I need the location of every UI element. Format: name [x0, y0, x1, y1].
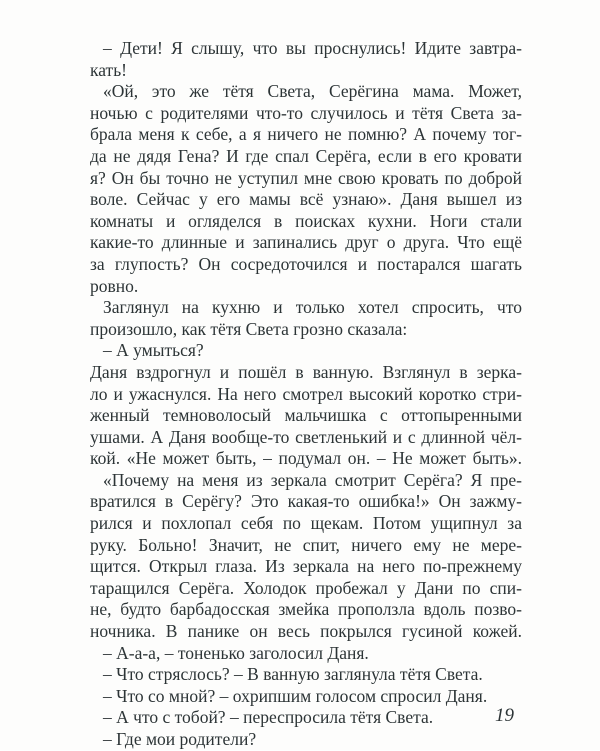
text-line: – Что со мной? – охрипшим голосом спросил Даня.: [103, 685, 488, 706]
text-line: ночника. В панике он весь покрылся гусиной кожей.: [90, 621, 522, 642]
text-line: да не дядя Гена? И где спал Серёга, если в его кровати: [90, 145, 522, 166]
text-line: – А что с тобой? – переспросила тётя Света.: [103, 707, 434, 728]
text-line: таращился Серёга. Холодок пробежал у Дани по спи-: [90, 577, 522, 598]
text-line: брала меня к себе, а я ничего не помню? А почему тог-: [90, 124, 522, 145]
text-line: какие-то длинные и запинались друг о друга. Что ещё: [90, 232, 522, 253]
text-line: Заглянул на кухню и только хотел спросить, что: [103, 297, 522, 318]
text-line: произошло, как тётя Света грозно сказала:: [90, 318, 408, 339]
text-line: кать!: [90, 59, 128, 80]
text-line: «Почему на меня из зеркала смотрит Серёга? Я пре-: [103, 469, 522, 490]
text-line: кой. «Не может быть, – подумал он. – Не может быть».: [90, 448, 522, 469]
text-line: щится. Открыл глаза. Из зеркала на него по-прежнему: [90, 556, 522, 577]
body-text: [90, 38, 522, 751]
text-line: ло и ужаснулся. На него смотрел высокий коротко стри-: [90, 383, 522, 404]
text-line: вратился в Серёгу? Это какая-то ошибка!» Он зажму-: [90, 491, 522, 512]
text-line: Даня вздрогнул и пошёл в ванную. Взглянул в зерка-: [90, 361, 522, 382]
text-line: – А-а-а, – тоненько заголосил Даня.: [103, 642, 369, 663]
text-line: ночью с родителями что-то случилось и тётя Света за-: [90, 102, 522, 123]
text-line: руку. Больно! Значит, не спит, ничего ему не мере-: [90, 534, 522, 555]
page-number: 19: [495, 705, 514, 726]
text-line: – Дети! Я слышу, что вы проснулись! Идите завтра-: [103, 38, 522, 58]
text-line: – Что стряслось? – В ванную заглянула тётя Света.: [103, 664, 483, 685]
text-line: воле. Сейчас у его мамы всё узнаю». Даня вышел из: [90, 189, 522, 210]
text-line: ушами. А Даня вообще-то светленький и с длинной чёл-: [90, 426, 522, 447]
text-line: женный темноволосый мальчишка с оттопыренными: [90, 405, 522, 426]
text-line: – Где мои родители?: [103, 729, 257, 749]
text-line: за глупость? Он сосредоточился и постарался шагать: [90, 253, 522, 274]
text-line: не, будто барбадосская змейка проползла вдоль позво-: [90, 599, 522, 620]
text-line: – А умыться?: [103, 340, 204, 361]
text-line: ровно.: [90, 275, 139, 296]
text-line: рился и похлопал себя по щекам. Потом ущипнул за: [90, 513, 522, 534]
text-line: я? Он бы точно не уступил мне свою кровать по доброй: [90, 167, 522, 188]
text-line: комнаты и огляделся в поисках кухни. Ноги стали: [90, 210, 522, 231]
text-line: «Ой, это же тётя Света, Серёгина мама. Может,: [103, 81, 522, 102]
